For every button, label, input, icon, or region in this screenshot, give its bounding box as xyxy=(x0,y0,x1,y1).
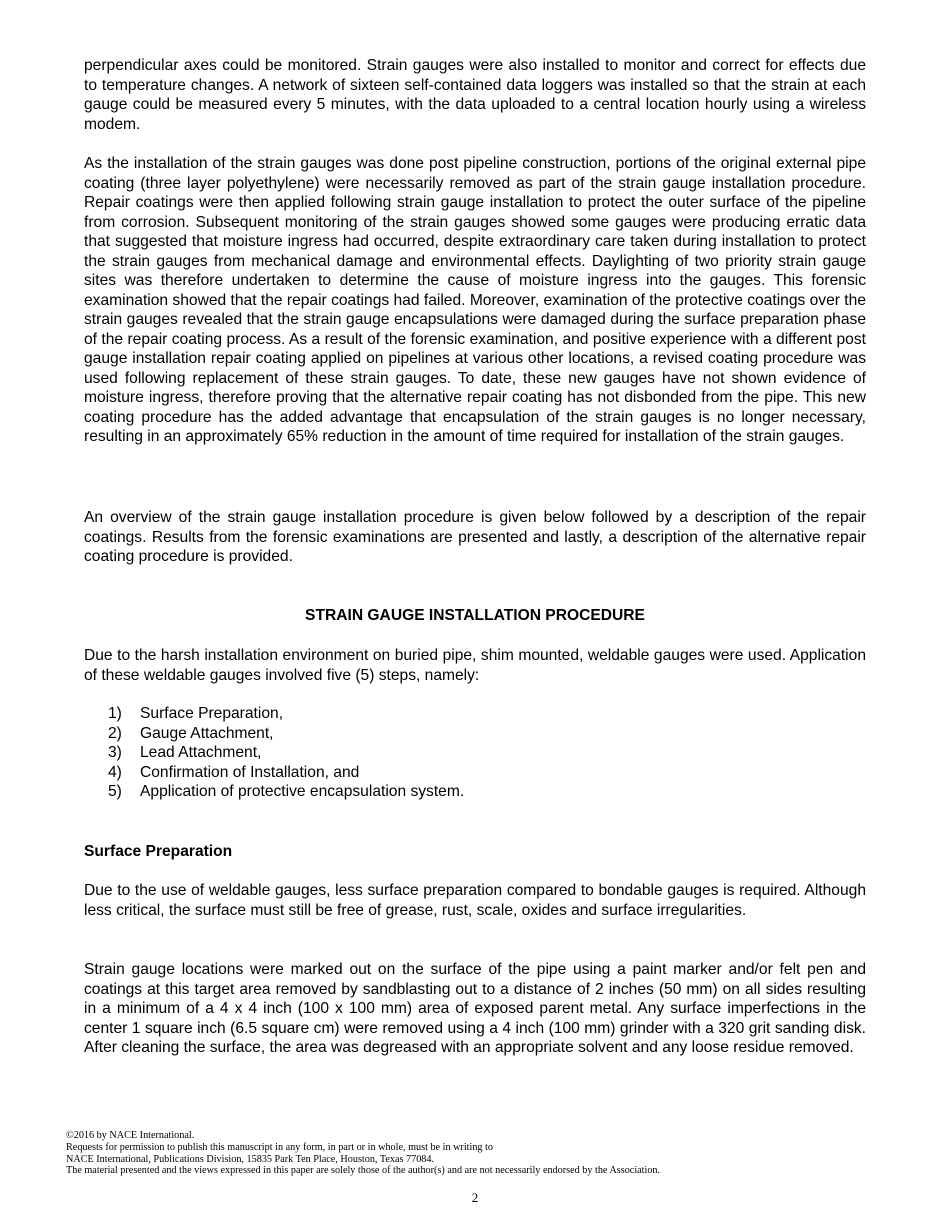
paragraph-surface-prep: Due to the use of weldable gauges, less surface preparation compared to bondable gauges is required. Although less critical, the surface must still be free of grease, rust, scale, oxides and surface irregularities. xyxy=(84,882,866,919)
list-item xyxy=(108,782,464,802)
list-item-text: Application of protective encapsulation system. xyxy=(140,783,465,801)
list-item-text: Lead Attachment, xyxy=(140,744,262,762)
paragraph-overview: An overview of the strain gauge installation procedure is given below followed by a description of the repair coatings. Results from the forensic examinations are presented and lastly, a description of the alternative repair coating procedure is provided. xyxy=(84,509,866,565)
list-item xyxy=(108,724,464,744)
list-item xyxy=(108,704,464,724)
list-item-number: 2) xyxy=(108,724,122,742)
list-item-text: Gauge Attachment, xyxy=(140,724,274,742)
list-item-number: 4) xyxy=(108,763,122,781)
paragraph-gauge-locations: Strain gauge locations were marked out on the surface of the pipe using a paint marker and/or felt pen and coatings at this target area removed by sandblasting out to a distance of 2 inches (50 mm) on all sides resulting in a minimum of a 4 x 4 inch (100 x 100 mm) area of exposed parent metal. Any surface imperfections in the center 1 square inch (6.5 square cm) were removed using a 4 inch (100 mm) grinder with a 320 grit sanding disk. After cleaning the surface, the area was degreased with an appropriate solvent and any loose residue removed. xyxy=(84,961,866,1056)
list-item xyxy=(108,763,464,783)
footer-permission: Requests for permission to publish this manuscript in any form, in part or in whole, must be in writing to xyxy=(66,1141,493,1153)
paragraph-repair-coatings: As the installation of the strain gauges was done post pipeline construction, portions of the original external pipe coating (three layer polyethylene) were necessarily removed as part of the strain gauge installation procedure. Repair coatings were then applied following strain gauge installation to protect the outer surface of the pipeline from corrosion. Subsequent monitoring of the strain gauges showed some gauges were producing erratic data that suggested that moisture ingress had occurred, despite extraordinary care taken during installation to protect the strain gauges from mechanical damage and environmental effects. Daylighting of two priority strain gauge sites was therefore undertaken to determine the cause of moisture ingress into the gauges. This forensic examination showed that the repair coatings had failed. Moreover, examination of the protective coatings over the strain gauges revealed that the strain gauge encapsulations were damaged during the surface preparation phase of the repair coating process. As a result of the forensic examination, and positive experience with a different post gauge installation repair coating applied on pipelines at various other locations, a revised coating procedure was used following replacement of these strain gauges. To date, these new gauges have not shown evidence of moisture ingress, therefore proving that the alternative repair coating has not disbonded from the pipe. This new coating procedure has the added advantage that encapsulation of the strain gauges is no longer necessary, resulting in an approximately 65% reduction in the amount of time required for installation of the strain gauges. xyxy=(84,155,866,445)
list-item xyxy=(108,743,464,763)
footer-address: NACE International, Publications Division, 15835 Park Ten Place, Houston, Texas 77084. xyxy=(66,1153,435,1165)
page-number: 2 xyxy=(471,1190,479,1205)
paragraph-monitoring: perpendicular axes could be monitored. Strain gauges were also installed to monitor and correct for effects due to temperature changes. A network of sixteen self-contained data loggers was installed so that the strain at each gauge could be measured every 5 minutes, with the data uploaded to a central location hourly using a wireless modem. xyxy=(84,57,866,133)
list-item-text: Confirmation of Installation, and xyxy=(140,763,360,781)
paragraph-weldable-gauges: Due to the harsh installation environment on buried pipe, shim mounted, weldable gauges were used. Application of these weldable gauges involved five (5) steps, namely: xyxy=(84,647,866,684)
section-heading: STRAIN GAUGE INSTALLATION PROCEDURE xyxy=(305,607,645,624)
footer-disclaimer: The material presented and the views expressed in this paper are solely those of the author(s) and are not necessarily endorsed by the Association. xyxy=(66,1165,661,1177)
list-item-number: 5) xyxy=(108,783,122,801)
footer-copyright: ©2016 by NACE International. xyxy=(66,1130,195,1141)
list-item-number: 1) xyxy=(108,705,122,722)
page-footer xyxy=(66,1130,886,1177)
list-item-number: 3) xyxy=(108,744,122,762)
installation-steps-list xyxy=(108,704,464,802)
subsection-heading: Surface Preparation xyxy=(84,843,233,860)
list-item-text: Surface Preparation, xyxy=(140,705,284,722)
